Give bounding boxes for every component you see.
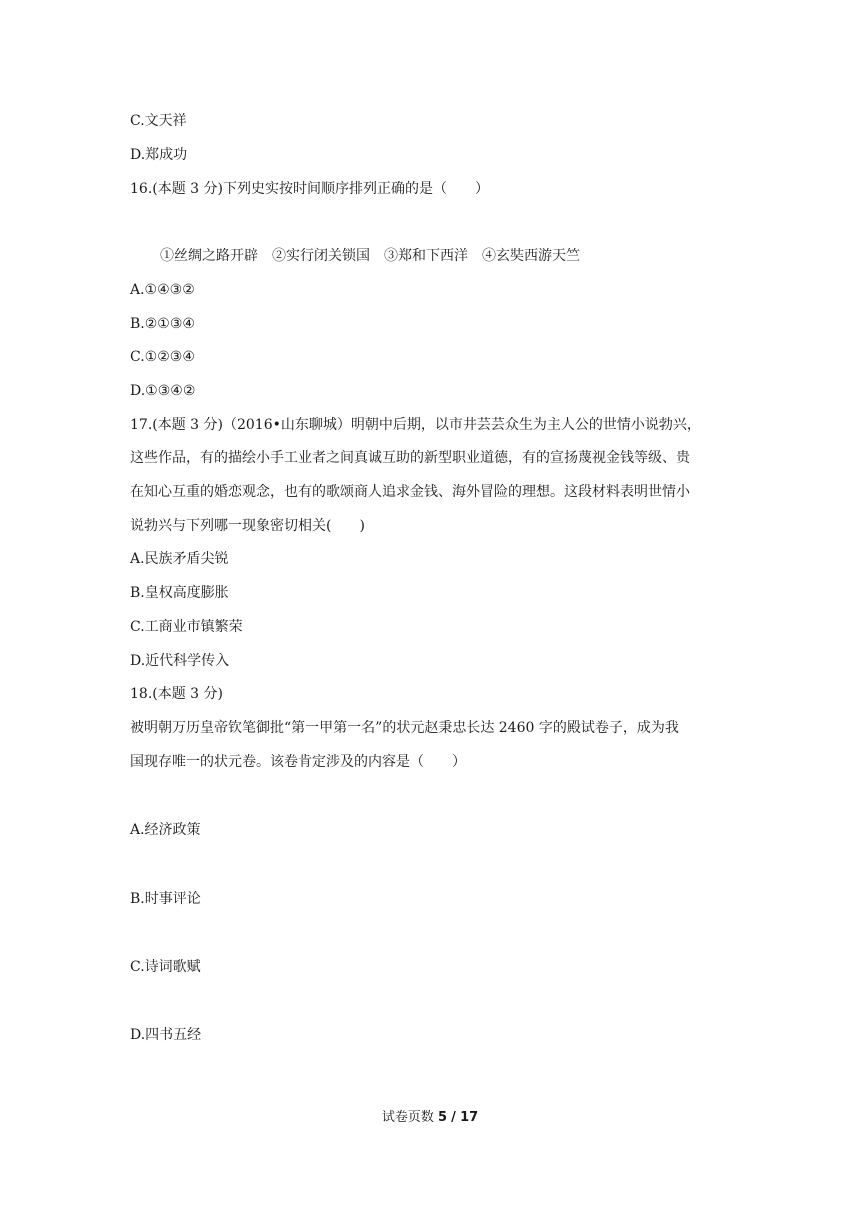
q16-option-c: C.①②③④ [130,349,195,365]
q18-option-c: C.诗词歌赋 [130,959,201,975]
q18-option-d: D.四书五经 [130,1027,202,1043]
q17-option-a: A.民族矛盾尖锐 [130,551,229,567]
q17-stem-line-4: 说勃兴与下列哪一现象密切相关( ) [130,518,365,534]
footer-label: 试卷页数 [381,1110,434,1125]
footer-page-number: 5 [437,1110,448,1125]
q17-option-b: B.皇权高度膨胀 [130,585,229,601]
q18-option-a: A.经济政策 [130,822,201,838]
q16-events: ①丝绸之路开辟 ②实行闭关锁国 ③郑和下西洋 ④玄奘西游天竺 [160,248,580,264]
q18-header: 18.(本题 3 分) [130,686,223,702]
q16-option-d: D.①③④② [130,383,196,399]
footer-separator: / [451,1110,456,1125]
q18-option-b: B.时事评论 [130,891,201,907]
q17-stem-line-1: 17.(本题 3 分)（2016•山东聊城）明朝中后期，以市井芸芸众生为主人公的世情小说勃兴， [130,417,701,433]
q16-option-a: A.①④③② [130,282,195,298]
q15-option-c: C.文天祥 [130,113,187,129]
footer-total-pages: 17 [460,1110,479,1125]
q17-stem-line-2: 这些作品，有的描绘小手工业者之间真诚互助的新型职业道德，有的宣扬蔑视金钱等级、贵 [130,450,690,466]
q18-stem-line-1: 被明朝万历皇帝钦笔御批“第一甲第一名”的状元赵秉忠长达 2460 字的殿试卷子，成为我 [130,720,679,736]
page-footer [0,1108,860,1128]
q16-stem: 16.(本题 3 分)下列史实按时间顺序排列正确的是（ ） [130,181,489,197]
q16-option-b: B.②①③④ [130,316,195,332]
q17-option-c: C.工商业市镇繁荣 [130,619,243,635]
q17-stem-line-3: 在知心互重的婚恋观念，也有的歌颂商人追求金钱、海外冒险的理想。这段材料表明世情小 [130,484,690,500]
q17-option-d: D.近代科学传入 [130,653,230,669]
q18-stem-line-2: 国现存唯一的状元卷。该卷肯定涉及的内容是（ ） [130,754,466,770]
q15-option-d: D.郑成功 [130,147,188,163]
